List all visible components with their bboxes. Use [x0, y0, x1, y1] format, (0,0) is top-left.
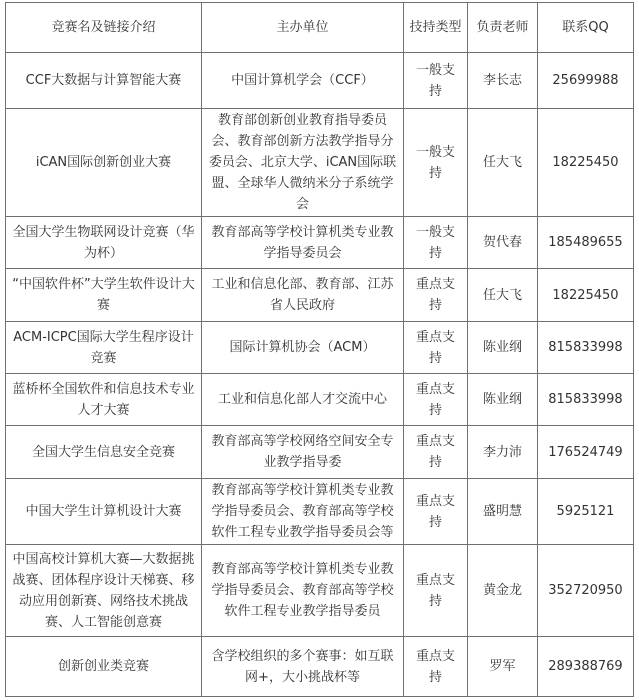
teacher-cell: [468, 322, 538, 374]
qq-number: 815833998: [548, 392, 623, 407]
qq-number: 18225450: [552, 155, 619, 170]
teacher: 黄金龙: [482, 583, 522, 598]
table-row: [6, 374, 634, 426]
competition-name-cell[interactable]: [6, 53, 202, 109]
competition-name[interactable]: “中国软件杯”大学生软件设计大赛: [12, 277, 195, 313]
qq-cell: [538, 637, 634, 697]
organizer-cell: [202, 322, 404, 374]
competition-name[interactable]: ACM-ICPC国际大学生程序设计竞赛: [13, 329, 194, 366]
table-row: [6, 426, 634, 479]
teacher: 罗军: [489, 659, 516, 674]
qq-number: 18225450: [552, 287, 619, 303]
competition-name-cell[interactable]: [6, 109, 202, 217]
competition-table: [5, 2, 634, 697]
qq-number: 289388769: [548, 659, 623, 674]
qq-number: 185489655: [548, 235, 623, 250]
qq-cell: [538, 109, 634, 217]
teacher: 盛明慧: [482, 504, 522, 519]
qq-cell: [538, 217, 634, 269]
teacher: 李长志: [482, 73, 522, 88]
support-type-cell: [404, 545, 468, 637]
teacher: 任大飞: [482, 287, 522, 303]
organizer-cell: [202, 53, 404, 109]
support-type-cell: [404, 637, 468, 697]
competition-name-cell[interactable]: [6, 374, 202, 426]
qq-cell: [538, 322, 634, 374]
organizer-cell: [202, 374, 404, 426]
qq-number: 5925121: [556, 504, 615, 519]
support-type-cell: [404, 374, 468, 426]
teacher: 李力沛: [482, 444, 522, 460]
competition-name-cell[interactable]: [6, 322, 202, 374]
competition-name[interactable]: 中国高校计算机大赛—大数据挑战赛、团体程序设计天梯赛、移动应用创新赛、网络技术挑战赛、人工智能创意赛: [12, 551, 195, 630]
teacher-cell: [468, 109, 538, 217]
organizer: 教育部高等学校计算机类专业教学指导委员会、教育部高等学校软件工程专业教学指导委员: [211, 562, 394, 619]
support-type-cell: [404, 109, 468, 217]
organizer: 工业和信息化部人才交流中心: [217, 392, 387, 407]
competition-name[interactable]: iCAN国际创新创业大赛: [35, 155, 172, 170]
table-row: [6, 322, 634, 374]
support-type-cell: [404, 269, 468, 322]
organizer-cell: [202, 637, 404, 697]
support-type: 一般支持: [415, 62, 455, 99]
teacher: 陈业纲: [482, 340, 522, 355]
organizer-cell: [202, 269, 404, 322]
table-row: [6, 637, 634, 697]
support-type: 一般支持: [415, 144, 455, 181]
teacher: 任大飞: [482, 155, 522, 170]
header-competition-name: 竞赛名及链接介绍: [6, 3, 202, 53]
teacher-cell: [468, 217, 538, 269]
qq-number: 815833998: [548, 340, 623, 355]
qq-cell: [538, 53, 634, 109]
table-header-row: [6, 3, 634, 53]
competition-name-cell[interactable]: [6, 269, 202, 322]
competition-name[interactable]: 创新创业类竞赛: [57, 659, 149, 674]
support-type-cell: [404, 479, 468, 545]
competition-table-container: [5, 2, 633, 696]
competition-name-cell[interactable]: [6, 637, 202, 697]
teacher-cell: [468, 479, 538, 545]
organizer: 国际计算机协会（ACM）: [229, 340, 376, 355]
support-type-cell: [404, 322, 468, 374]
header-organizer: 主办单位: [202, 3, 404, 53]
qq-cell: [538, 374, 634, 426]
support-type: 重点支持: [415, 572, 455, 609]
header-support-type: 技持类型: [404, 3, 468, 53]
table-row: [6, 269, 634, 322]
teacher-cell: [468, 269, 538, 322]
qq-cell: [538, 545, 634, 637]
organizer-cell: [202, 217, 404, 269]
teacher: 贺代春: [482, 235, 522, 250]
competition-name-cell[interactable]: [6, 479, 202, 545]
qq-number: 176524749: [548, 444, 623, 460]
organizer-cell: [202, 109, 404, 217]
organizer-cell: [202, 545, 404, 637]
support-type: 重点支持: [415, 381, 455, 418]
organizer-cell: [202, 426, 404, 479]
support-type-cell: [404, 217, 468, 269]
support-type: 重点支持: [415, 329, 455, 366]
table-row: [6, 53, 634, 109]
qq-cell: [538, 479, 634, 545]
competition-name[interactable]: 全国大学生信息安全竞赛: [31, 444, 175, 460]
organizer: 工业和信息化部、教育部、江苏省人民政府: [211, 277, 394, 313]
organizer: 中国计算机学会（CCF）: [231, 73, 374, 88]
teacher-cell: [468, 53, 538, 109]
support-type-cell: [404, 53, 468, 109]
support-type: 一般支持: [415, 224, 455, 261]
support-type: 重点支持: [415, 648, 455, 685]
competition-name-cell[interactable]: [6, 217, 202, 269]
qq-number: 25699988: [552, 73, 619, 88]
organizer: 教育部高等学校计算机类专业教学指导委员会: [211, 224, 394, 261]
teacher-cell: [468, 426, 538, 479]
qq-cell: [538, 426, 634, 479]
support-type-cell: [404, 426, 468, 479]
table-row: [6, 479, 634, 545]
teacher-cell: [468, 637, 538, 697]
teacher: 陈业纲: [482, 392, 522, 407]
teacher-cell: [468, 545, 538, 637]
table-row: [6, 545, 634, 637]
organizer: 教育部创新创业教育指导委员会、教育部创新方法教学指导分委员会、北京大学、iCAN国际联盟、全球华人微纳米分子系统学会: [208, 113, 397, 212]
table-row: [6, 109, 634, 217]
support-type: 重点支持: [415, 493, 455, 530]
qq-number: 352720950: [548, 583, 623, 598]
competition-name[interactable]: 中国大学生计算机设计大赛: [25, 504, 182, 519]
organizer: 教育部高等学校网络空间安全专业教学指导委: [211, 434, 394, 470]
table-row: [6, 217, 634, 269]
competition-name[interactable]: 蓝桥杯全国软件和信息技术专业人才大赛: [12, 381, 195, 418]
organizer: 含学校组织的多个赛事：如互联网+，大小挑战杯等: [211, 648, 394, 685]
header-teacher: 负责老师: [468, 3, 538, 53]
competition-name-cell[interactable]: [6, 545, 202, 637]
competition-name[interactable]: CCF大数据与计算智能大赛: [25, 73, 182, 88]
support-type: 重点支持: [415, 434, 455, 470]
competition-name-cell[interactable]: [6, 426, 202, 479]
organizer: 教育部高等学校计算机类专业教学指导委员会、教育部高等学校软件工程专业教学指导委员会等: [211, 483, 394, 540]
organizer-cell: [202, 479, 404, 545]
header-qq: 联系QQ: [538, 3, 634, 53]
qq-cell: [538, 269, 634, 322]
competition-name[interactable]: 全国大学生物联网设计竞赛（华为杯）: [12, 224, 195, 261]
support-type: 重点支持: [415, 277, 455, 313]
teacher-cell: [468, 374, 538, 426]
